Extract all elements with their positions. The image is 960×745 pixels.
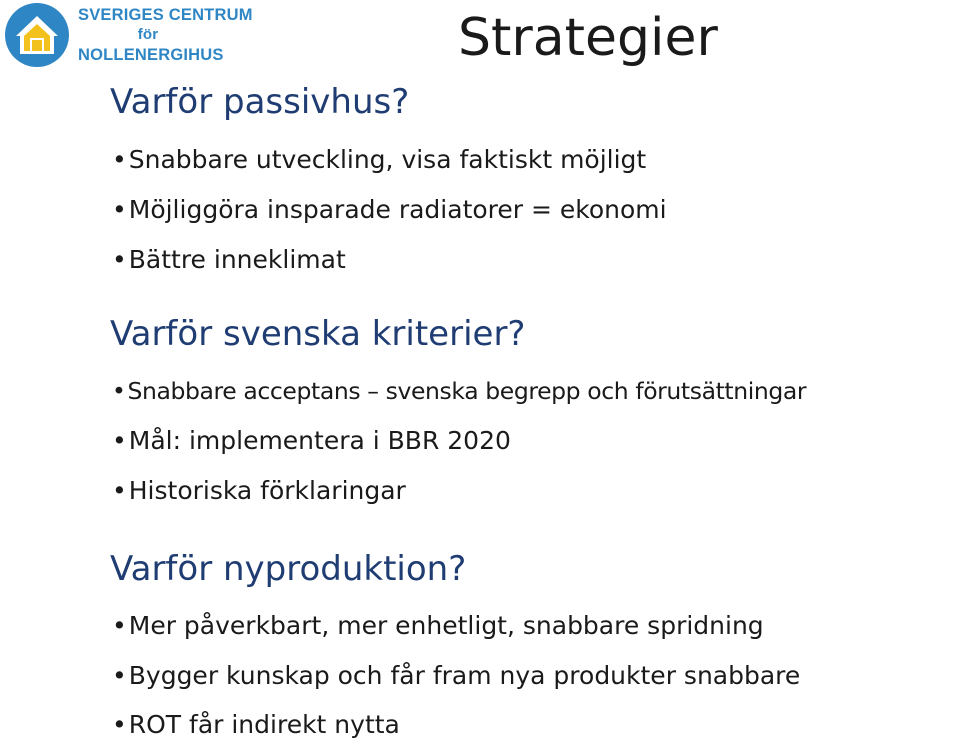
logo-line-1: SVERIGES CENTRUM <box>78 6 253 24</box>
bullet-item: • ROT får indirekt nytta <box>112 710 400 739</box>
organization-logo <box>4 2 253 68</box>
bullet-item: • Bygger kunskap och får fram nya produkter snabbare <box>112 661 800 690</box>
section-heading-nyproduktion: Varför nyproduktion? <box>110 549 467 589</box>
bullet-item: • Bättre inneklimat <box>112 245 346 274</box>
bullet-item: • Möjliggöra insparade radiatorer = ekonomi <box>112 195 667 224</box>
logo-line-2: för <box>137 26 159 43</box>
logo-line-3: NOLLENERGIHUS <box>78 46 224 64</box>
house-emblem-icon <box>4 2 70 68</box>
section-heading-passivhus: Varför passivhus? <box>110 82 410 122</box>
bullet-item: • Snabbare acceptans – svenska begrepp och förutsättningar <box>112 377 806 405</box>
section-heading-kriterier: Varför svenska kriterier? <box>110 314 526 354</box>
slide-title: Strategier <box>458 8 718 68</box>
bullet-item: • Historiska förklaringar <box>112 476 406 505</box>
bullet-item: • Mer påverkbart, mer enhetligt, snabbare spridning <box>112 611 764 640</box>
bullet-item: • Mål: implementera i BBR 2020 <box>112 426 511 455</box>
bullet-item: • Snabbare utveckling, visa faktiskt möjligt <box>112 145 646 174</box>
